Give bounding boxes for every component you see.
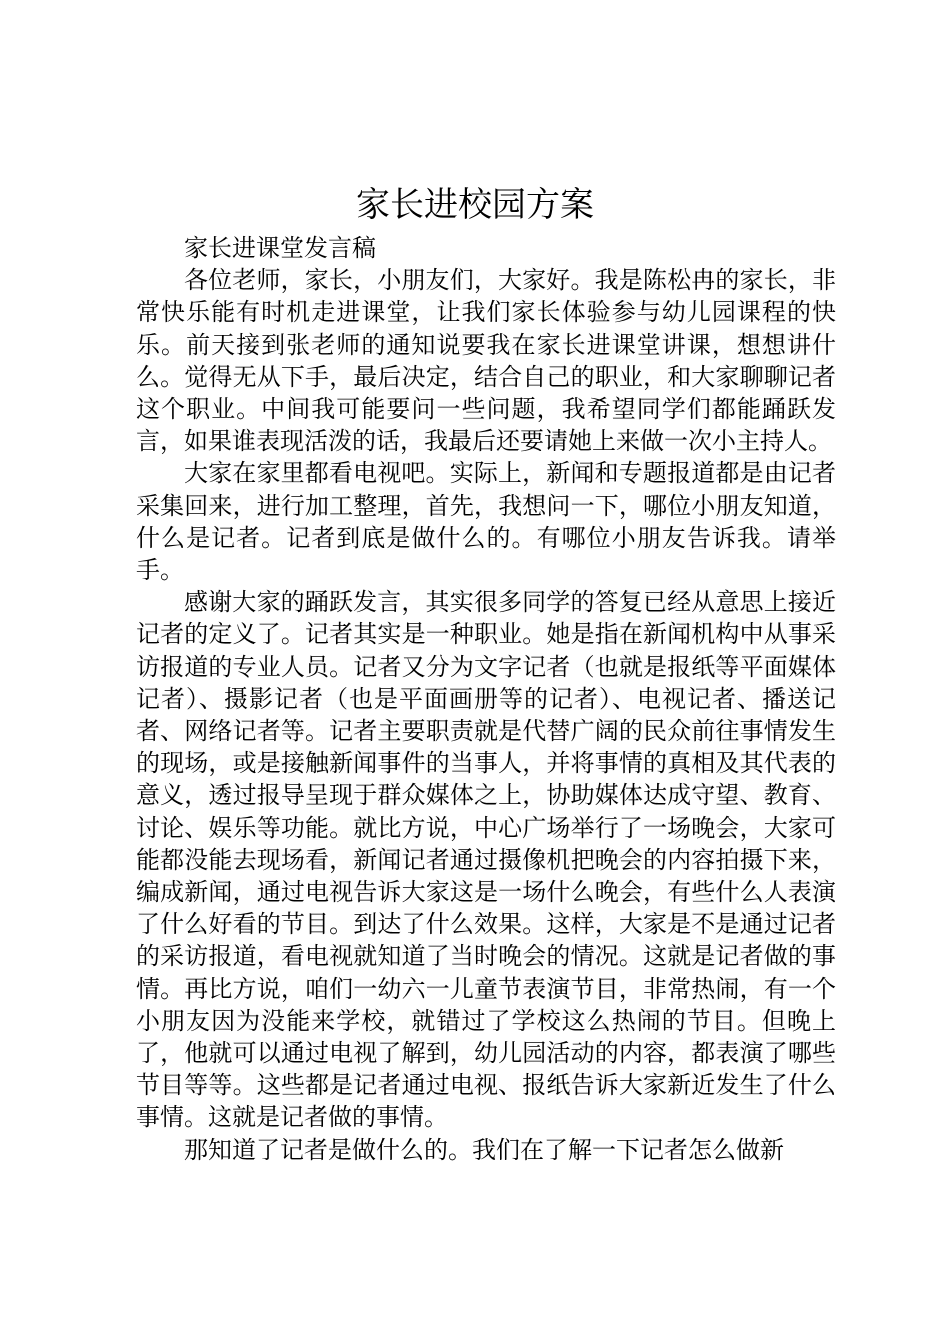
- body-paragraph: 大家在家里都看电视吧。实际上，新闻和专题报道都是由记者采集回来，进行加工整理，首先，我想问一下，哪位小朋友知道，什么是记者。记者到底是做什么的。有哪位小朋友告诉我。请举手。: [136, 459, 836, 585]
- document-body: [136, 232, 836, 1166]
- body-paragraph: 感谢大家的踊跃发言，其实很多同学的答复已经从意思上接近记者的定义了。记者其实是一种职业。她是指在新闻机构中从事采访报道的专业人员。记者又分为文字记者（也就是报纸等平面媒体记者）、摄影记者（也是平面画册等的记者）、电视记者、播送记者、网络记者等。记者主要职责就是代替广阔的民众前往事情发生的现场，或是接触新闻事件的当事人，并将事情的真相及其代表的意义，透过报导呈现于群众媒体之上，协助媒体达成守望、教育、讨论、娱乐等功能。就比方说，中心广场举行了一场晚会，大家可能都没能去现场看，新闻记者通过摄像机把晚会的内容拍摄下来，编成新闻，通过电视告诉大家这是一场什么晚会，有些什么人表演了什么好看的节目。到达了什么效果。这样，大家是不是通过记者的采访报道，看电视就知道了当时晚会的情况。这就是记者做的事情。再比方说，咱们一幼六一儿童节表演节目，非常热闹，有一个小朋友因为没能来学校，就错过了学校这么热闹的节目。但晚上了，他就可以通过电视了解到，幼儿园活动的内容，都表演了哪些节目等等。这些都是记者通过电视、报纸告诉大家新近发生了什么事情。这就是记者做的事情。: [136, 588, 836, 1132]
- document-title: 家长进校园方案: [356, 185, 594, 225]
- body-paragraph: 那知道了记者是做什么的。我们在了解一下记者怎么做新: [184, 1135, 784, 1164]
- document-subtitle: 家长进课堂发言稿: [184, 234, 376, 262]
- body-paragraph: 各位老师，家长，小朋友们，大家好。我是陈松冉的家长，非常快乐能有时机走进课堂，让我们家长体验参与幼儿园课程的快乐。前天接到张老师的通知说要我在家长进课堂讲课，想想讲什么。觉得无从下手，最后决定，结合自己的职业，和大家聊聊记者这个职业。中间我可能要问一些问题，我希望同学们都能踊跃发言，如果谁表现活泼的话，我最后还要请她上来做一次小主持人。: [136, 266, 836, 456]
